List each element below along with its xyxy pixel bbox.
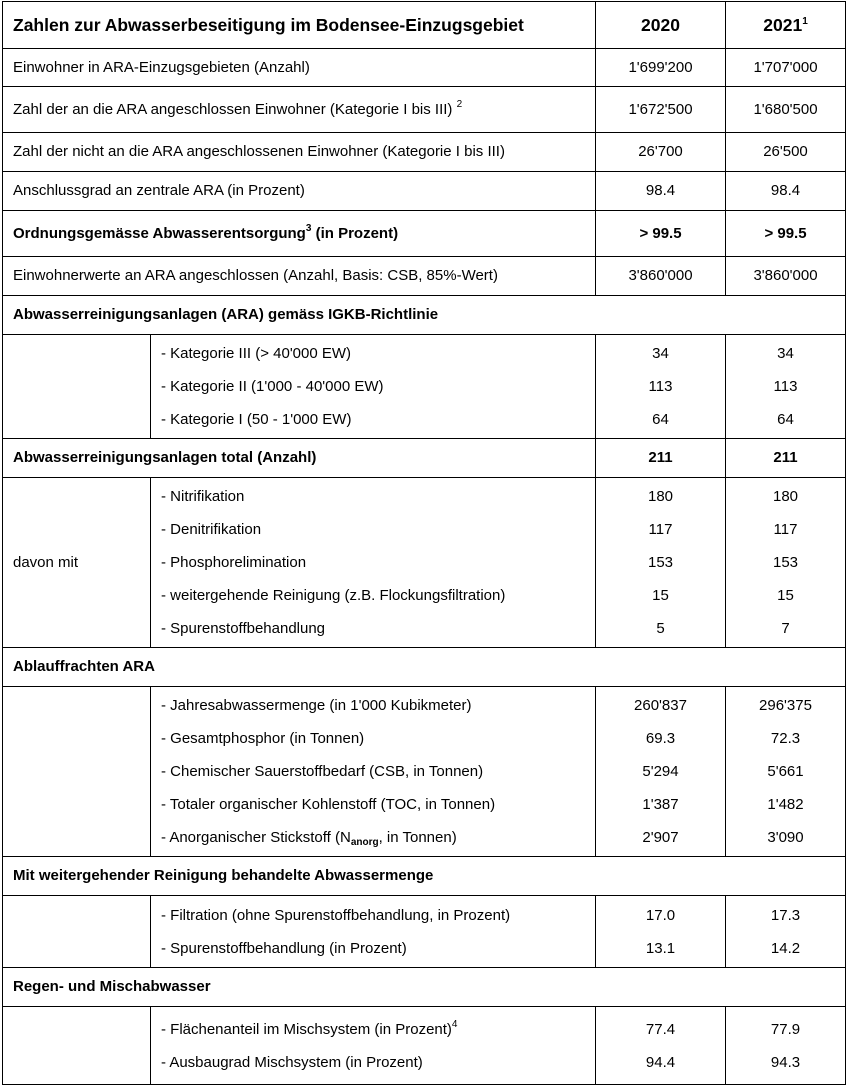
header-row [3,2,846,49]
treatment-labels [151,478,596,648]
empty-cell [3,335,151,439]
table-row [3,335,846,439]
value-2020: 69.3 [645,730,676,747]
table-row [3,687,846,857]
section-heading-row [3,648,846,687]
row-label: Abwasserreinigungsanlagen total (Anzahl) [3,439,596,478]
values-2021 [726,896,846,968]
list-item: - Spurenstoffbehandlung (in Prozent) [161,939,407,957]
list-item: - Jahresabwassermenge (in 1'000 Kubikmeter) [161,697,472,714]
list-item: - Kategorie I (50 - 1'000 EW) [161,411,352,428]
value-2020: 211 [596,439,726,478]
value-2020: 3'860'000 [596,257,726,296]
load-labels [151,687,596,857]
row-label: Zahl der nicht an die ARA angeschlossenen Einwohner (Kategorie I bis III) [3,133,596,172]
values-2020 [596,335,726,439]
list-item: - Totaler organischer Kohlenstoff (TOC, in Tonnen) [161,796,496,813]
list-item: - Filtration (ohne Spurenstoffbehandlung, in Prozent) [161,906,511,924]
footnote-marker: 2 [456,98,463,110]
table-row [3,257,846,296]
treated-labels [151,896,596,968]
value-2021: 94.3 [770,1053,801,1071]
subscript: anorg [350,837,379,848]
list-item: - Anorganischer Stickstoff ($N_{anorg}$, in Tonnen) [161,829,457,848]
category-labels [151,335,596,439]
list-item: - Kategorie III (> 40'000 EW) [161,345,352,362]
table-row [3,478,846,648]
value-2021: 211 [726,439,846,478]
list-item: - Phosphorelimination [161,554,307,571]
value-2020: 180 [647,488,674,505]
value-2021: > 99.5 [726,211,846,257]
value-2021: 77.9 [770,1020,801,1038]
value-2021: 14.2 [770,939,801,957]
section-heading-row [3,296,846,335]
values-2021 [726,478,846,648]
empty-cell [3,896,151,968]
value-2020: 1'699'200 [596,49,726,87]
value-2021: 113 [773,378,798,395]
empty-cell [3,1007,151,1085]
section-heading-ara: Abwasserreinigungsanlagen (ARA) gemäss IGKB-Richtlinie [3,296,846,335]
section-heading-ablauf: Ablauffrachten ARA [3,648,846,687]
value-2020: 26'700 [596,133,726,172]
table-row [3,87,846,133]
empty-cell [3,687,151,857]
row-label: Einwohner in ARA-Einzugsgebieten (Anzahl) [3,49,596,87]
footnote-marker: 1 [802,16,808,27]
table-row [3,172,846,211]
value-2020: 2'907 [642,829,679,846]
value-2021: 34 [777,345,794,362]
value-2020: > 99.5 [596,211,726,257]
value-2020: 1'672'500 [596,87,726,133]
row-label: Zahl der an die ARA angeschlossen Einwohner (Kategorie I bis III) $^2$ [3,87,596,133]
table-row [3,896,846,968]
section-heading-row [3,857,846,896]
value-2020: 15 [652,587,669,604]
list-item: - Spurenstoffbehandlung [161,620,326,637]
table-row [3,49,846,87]
value-2021: 98.4 [726,172,846,211]
value-2020: 17.0 [645,906,676,924]
values-2020 [596,896,726,968]
values-2021 [726,335,846,439]
column-header-2020: 2020 [596,2,726,49]
table-row [3,439,846,478]
value-2020: 64 [652,411,669,428]
value-2021: 117 [773,521,798,538]
values-2020 [596,1007,726,1085]
row-label: Einwohnerwerte an ARA angeschlossen (Anzahl, Basis: CSB, 85%-Wert) [3,257,596,296]
davon-mit-label: davon mit [3,478,151,648]
value-2020: 34 [652,345,669,362]
value-2020: 13.1 [645,939,676,957]
list-item: - Denitrifikation [161,521,262,538]
section-heading-weitergehend: Mit weitergehender Reinigung behandelte Abwassermenge [3,857,846,896]
list-item: - Nitrifikation [161,488,245,505]
value-2020: 5'294 [642,763,679,780]
value-2020: 1'387 [642,796,679,813]
values-2021 [726,687,846,857]
list-item: - weitergehende Reinigung (z.B. Flockungsfiltration) [161,587,506,604]
row-label: Ordnungsgemässe Abwasserentsorgung$^3$ (in Prozent) [3,211,596,257]
value-2021: 3'090 [767,829,804,846]
row-label: Anschlussgrad an zentrale ARA (in Prozent) [3,172,596,211]
value-2021: 1'482 [767,796,804,813]
value-2020: 77.4 [645,1020,676,1038]
value-2021: 153 [772,554,799,571]
footnote-marker: 3 [305,222,312,234]
value-2021: 7 [781,620,790,637]
value-2021: 3'860'000 [726,257,846,296]
value-2020: 117 [648,521,673,538]
footnote-marker: 4 [451,1018,458,1030]
value-2021: 72.3 [770,730,801,747]
value-2020: 260'837 [634,697,687,714]
value-2020: 153 [647,554,674,571]
value-2021: 17.3 [770,906,801,924]
table-row [3,211,846,257]
value-2020: 5 [656,620,665,637]
value-2021: 180 [772,488,799,505]
values-2020 [596,687,726,857]
value-2021: 296'375 [759,697,812,714]
value-2021: 26'500 [726,133,846,172]
table-title: Zahlen zur Abwasserbeseitigung im Bodensee-Einzugsgebiet [3,2,596,49]
values-2021 [726,1007,846,1085]
value-2021: 15 [777,587,794,604]
mixed-system-labels [151,1007,596,1085]
value-2020: 94.4 [645,1053,676,1071]
table-row [3,1007,846,1085]
table-row [3,133,846,172]
section-heading-regen: Regen- und Mischabwasser [3,968,846,1007]
value-2021: 64 [777,411,794,428]
section-heading-row [3,968,846,1007]
values-2020 [596,478,726,648]
wastewater-statistics-table [2,1,846,1085]
list-item: - Ausbaugrad Mischsystem (in Prozent) [161,1053,423,1071]
list-item: - Gesamtphosphor (in Tonnen) [161,730,365,747]
column-header-2021: 2021$^1$ [726,2,846,49]
value-2020: 113 [648,378,673,395]
value-2021: 1'680'500 [726,87,846,133]
value-2021: 1'707'000 [726,49,846,87]
list-item: - Kategorie II (1'000 - 40'000 EW) [161,378,384,395]
value-2020: 98.4 [596,172,726,211]
value-2021: 5'661 [767,763,804,780]
list-item: - Flächenanteil im Mischsystem (in Prozent)$^4$ [161,1018,458,1038]
list-item: - Chemischer Sauerstoffbedarf (CSB, in Tonnen) [161,763,484,780]
